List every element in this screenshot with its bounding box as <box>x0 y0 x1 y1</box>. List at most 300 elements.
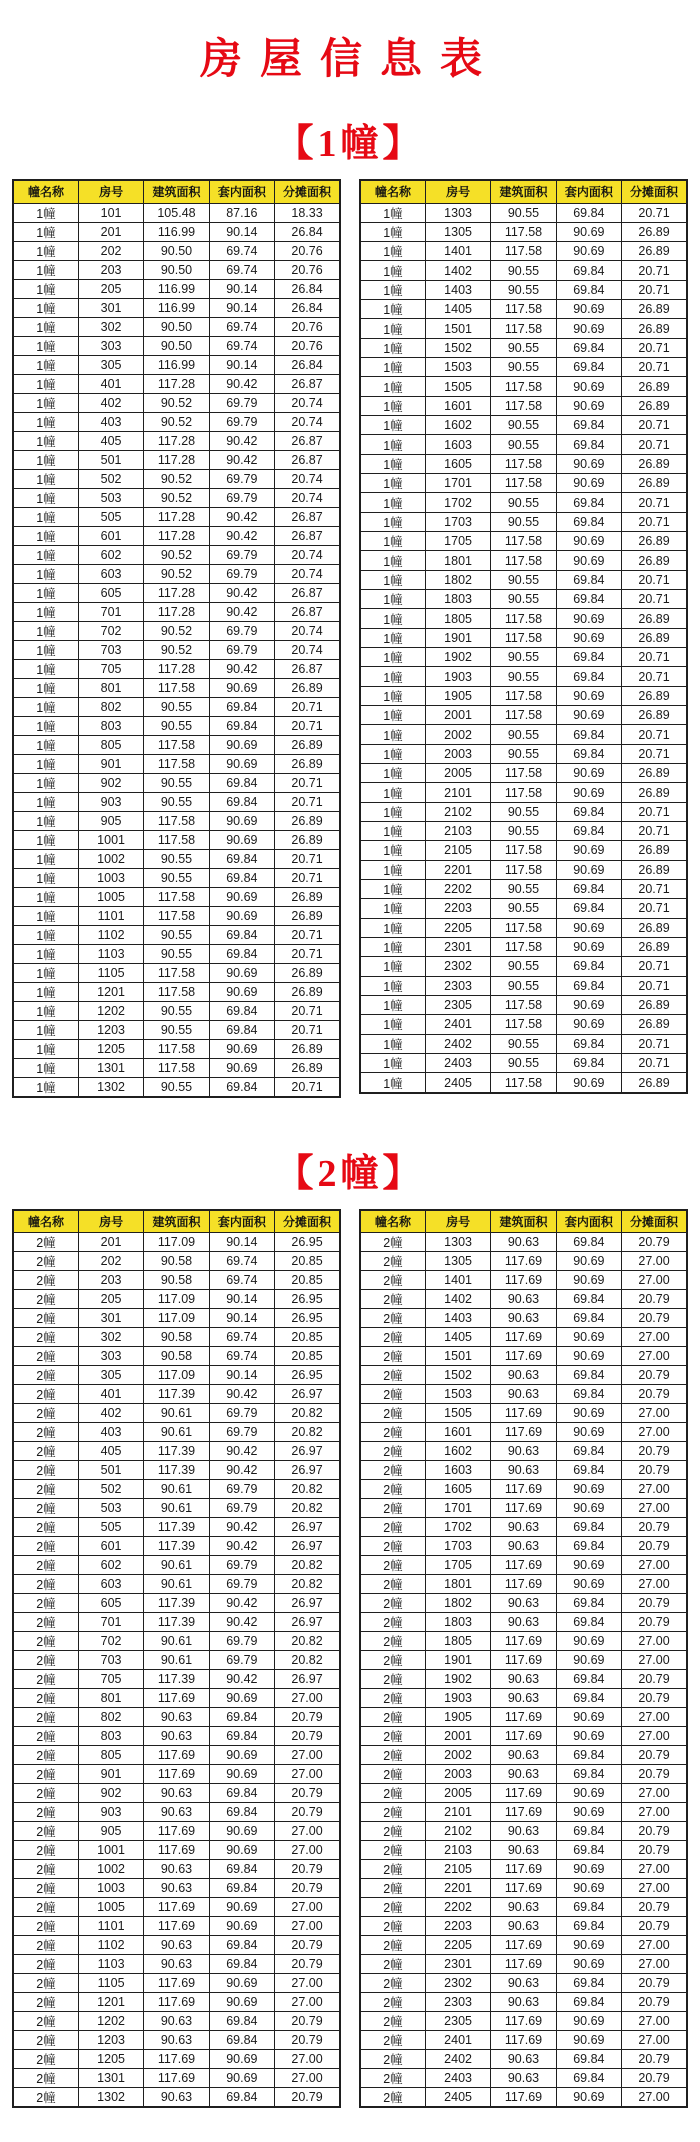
cell: 2幢 <box>13 2050 78 2069</box>
cell: 801 <box>78 1689 143 1708</box>
table-body <box>13 203 340 1097</box>
cell: 69.84 <box>556 1309 621 1328</box>
cell: 405 <box>78 431 143 450</box>
cell: 117.58 <box>144 830 209 849</box>
cell: 2幢 <box>360 1613 425 1632</box>
cell: 20.79 <box>275 1936 340 1955</box>
cell: 1幢 <box>360 976 425 995</box>
cell: 26.84 <box>275 298 340 317</box>
cell: 401 <box>78 374 143 393</box>
cell: 90.58 <box>144 1347 209 1366</box>
table-row <box>13 1233 340 1252</box>
cell: 90.14 <box>209 298 274 317</box>
cell: 27.00 <box>275 1765 340 1784</box>
cell: 117.69 <box>144 1974 209 1993</box>
cell: 2幢 <box>13 1670 78 1689</box>
cell: 117.58 <box>491 319 556 338</box>
cell: 1602 <box>425 1442 490 1461</box>
cell: 2401 <box>425 2031 490 2050</box>
cell: 90.55 <box>491 435 556 454</box>
table-row <box>13 1385 340 1404</box>
cell: 2002 <box>425 1746 490 1765</box>
cell: 69.84 <box>556 957 621 976</box>
table-row <box>13 773 340 792</box>
cell: 90.55 <box>491 1034 556 1053</box>
cell: 90.55 <box>144 925 209 944</box>
cell: 2305 <box>425 2012 490 2031</box>
cell: 1幢 <box>360 628 425 647</box>
cell: 69.84 <box>209 697 274 716</box>
table-row <box>13 1689 340 1708</box>
cell: 90.42 <box>209 1537 274 1556</box>
cell: 1幢 <box>13 887 78 906</box>
cell: 20.71 <box>275 1001 340 1020</box>
cell: 2301 <box>425 937 490 956</box>
cell: 117.69 <box>144 1917 209 1936</box>
cell: 20.71 <box>622 590 687 609</box>
table-row <box>13 1252 340 1271</box>
cell: 90.50 <box>144 336 209 355</box>
cell: 117.58 <box>491 474 556 493</box>
cell: 1幢 <box>13 222 78 241</box>
table-row <box>13 1271 340 1290</box>
cell: 2幢 <box>360 1556 425 1575</box>
cell: 69.84 <box>556 2050 621 2069</box>
cell: 27.00 <box>622 1252 687 1271</box>
cell: 2幢 <box>360 1252 425 1271</box>
cell: 117.58 <box>491 1073 556 1093</box>
cell: 26.89 <box>275 887 340 906</box>
cell: 602 <box>78 545 143 564</box>
table-row <box>13 1632 340 1651</box>
cell: 1幢 <box>13 583 78 602</box>
cell: 90.58 <box>144 1252 209 1271</box>
table-row <box>360 1651 687 1670</box>
table-row <box>13 1020 340 1039</box>
cell: 90.69 <box>556 1727 621 1746</box>
cell: 20.71 <box>275 1077 340 1097</box>
cell: 601 <box>78 1537 143 1556</box>
cell: 2幢 <box>13 1689 78 1708</box>
cell: 90.55 <box>491 802 556 821</box>
cell: 1302 <box>78 1077 143 1097</box>
cell: 90.52 <box>144 393 209 412</box>
cell: 1003 <box>78 1879 143 1898</box>
cell: 2001 <box>425 706 490 725</box>
cell: 1幢 <box>360 338 425 357</box>
cell: 90.69 <box>556 551 621 570</box>
cell: 20.74 <box>275 469 340 488</box>
cell: 1601 <box>425 1423 490 1442</box>
cell: 1302 <box>78 2088 143 2108</box>
cell: 117.58 <box>491 860 556 879</box>
cell: 90.69 <box>556 686 621 705</box>
cell: 505 <box>78 1518 143 1537</box>
table-row <box>13 1480 340 1499</box>
cell: 27.00 <box>622 1651 687 1670</box>
cell: 27.00 <box>622 1803 687 1822</box>
cell: 1幢 <box>360 802 425 821</box>
cell: 202 <box>78 1252 143 1271</box>
cell: 2幢 <box>13 1651 78 1670</box>
cell: 90.69 <box>556 454 621 473</box>
cell: 20.79 <box>275 1727 340 1746</box>
cell: 90.69 <box>556 995 621 1014</box>
table-row <box>360 512 687 531</box>
cell: 1301 <box>78 1058 143 1077</box>
cell: 20.79 <box>275 1784 340 1803</box>
cell: 2幢 <box>13 1442 78 1461</box>
cell: 20.79 <box>275 1955 340 1974</box>
cell: 2幢 <box>360 1461 425 1480</box>
cell: 26.97 <box>275 1594 340 1613</box>
table-row <box>360 1073 687 1093</box>
cell: 1802 <box>425 570 490 589</box>
table-row <box>13 241 340 260</box>
cell: 1102 <box>78 925 143 944</box>
cell: 2幢 <box>13 1860 78 1879</box>
cell: 1505 <box>425 377 490 396</box>
table-row <box>360 1537 687 1556</box>
cell: 20.79 <box>275 1803 340 1822</box>
cell: 26.87 <box>275 602 340 621</box>
cell: 703 <box>78 1651 143 1670</box>
table-row <box>13 1423 340 1442</box>
cell: 1001 <box>78 1841 143 1860</box>
cell: 2401 <box>425 1015 490 1034</box>
column-header: 分摊面积 <box>275 1210 340 1233</box>
cell: 69.84 <box>556 1233 621 1252</box>
cell: 2001 <box>425 1727 490 1746</box>
cell: 90.63 <box>491 2050 556 2069</box>
table-row <box>360 628 687 647</box>
cell: 90.69 <box>556 1651 621 1670</box>
table-row <box>360 1309 687 1328</box>
cell: 20.71 <box>622 976 687 995</box>
cell: 90.69 <box>556 1708 621 1727</box>
table-row <box>13 260 340 279</box>
cell: 90.69 <box>556 706 621 725</box>
cell: 1102 <box>78 1936 143 1955</box>
cell: 117.39 <box>144 1442 209 1461</box>
cell: 20.71 <box>275 1020 340 1039</box>
cell: 2幢 <box>13 2088 78 2108</box>
cell: 90.63 <box>491 1537 556 1556</box>
cell: 69.84 <box>556 1461 621 1480</box>
cell: 90.42 <box>209 1385 274 1404</box>
cell: 69.84 <box>209 1020 274 1039</box>
table-row <box>360 493 687 512</box>
table-row <box>360 1594 687 1613</box>
cell: 1801 <box>425 1575 490 1594</box>
building-1-heading: 【1幢】 <box>275 123 425 165</box>
cell: 803 <box>78 716 143 735</box>
cell: 90.14 <box>209 222 274 241</box>
cell: 90.63 <box>491 1442 556 1461</box>
table-row <box>13 1537 340 1556</box>
cell: 2幢 <box>13 1936 78 1955</box>
cell: 26.97 <box>275 1537 340 1556</box>
cell: 1305 <box>425 1252 490 1271</box>
table-row <box>13 1366 340 1385</box>
cell: 90.63 <box>491 1898 556 1917</box>
cell: 27.00 <box>275 2069 340 2088</box>
cell: 69.84 <box>556 1746 621 1765</box>
cell: 1201 <box>78 1993 143 2012</box>
cell: 20.79 <box>275 1879 340 1898</box>
table-row <box>13 1860 340 1879</box>
cell: 27.00 <box>622 2088 687 2108</box>
table-row <box>13 1594 340 1613</box>
cell: 90.14 <box>209 279 274 298</box>
cell: 90.63 <box>491 1290 556 1309</box>
cell: 1403 <box>425 280 490 299</box>
cell: 69.84 <box>209 868 274 887</box>
cell: 69.84 <box>209 1784 274 1803</box>
cell: 90.14 <box>209 1290 274 1309</box>
cell: 90.69 <box>556 1632 621 1651</box>
cell: 69.84 <box>556 261 621 280</box>
cell: 90.69 <box>209 982 274 1001</box>
cell: 90.69 <box>556 1556 621 1575</box>
cell: 2幢 <box>13 1252 78 1271</box>
cell: 69.84 <box>556 1442 621 1461</box>
cell: 90.69 <box>556 1015 621 1034</box>
cell: 902 <box>78 773 143 792</box>
cell: 702 <box>78 1632 143 1651</box>
cell: 117.09 <box>144 1366 209 1385</box>
cell: 26.95 <box>275 1309 340 1328</box>
table-row <box>360 300 687 319</box>
cell: 2403 <box>425 2069 490 2088</box>
cell: 69.79 <box>209 1480 274 1499</box>
cell: 69.79 <box>209 564 274 583</box>
cell: 1幢 <box>13 260 78 279</box>
cell: 703 <box>78 640 143 659</box>
cell: 90.50 <box>144 260 209 279</box>
table-row <box>360 1480 687 1499</box>
cell: 27.00 <box>622 1784 687 1803</box>
cell: 20.74 <box>275 488 340 507</box>
cell: 69.84 <box>556 2069 621 2088</box>
cell: 90.55 <box>491 280 556 299</box>
cell: 90.69 <box>556 1252 621 1271</box>
cell: 2幢 <box>360 1537 425 1556</box>
table-row <box>13 735 340 754</box>
cell: 117.58 <box>144 811 209 830</box>
cell: 26.89 <box>622 319 687 338</box>
cell: 90.55 <box>491 203 556 222</box>
cell: 26.89 <box>622 1015 687 1034</box>
cell: 1402 <box>425 1290 490 1309</box>
cell: 20.82 <box>275 1499 340 1518</box>
cell: 1幢 <box>13 925 78 944</box>
cell: 26.89 <box>275 735 340 754</box>
cell: 90.63 <box>491 1613 556 1632</box>
cell: 26.89 <box>275 811 340 830</box>
cell: 117.58 <box>491 396 556 415</box>
cell: 605 <box>78 583 143 602</box>
cell: 2幢 <box>360 1993 425 2012</box>
cell: 90.61 <box>144 1480 209 1499</box>
table-row <box>360 261 687 280</box>
cell: 2幢 <box>13 1993 78 2012</box>
cell: 117.69 <box>491 1423 556 1442</box>
cell: 2205 <box>425 1936 490 1955</box>
cell: 1幢 <box>360 435 425 454</box>
table-row <box>360 1556 687 1575</box>
table-row <box>13 1058 340 1077</box>
cell: 90.69 <box>556 918 621 937</box>
cell: 117.28 <box>144 374 209 393</box>
cell: 2幢 <box>13 1746 78 1765</box>
cell: 2幢 <box>360 1746 425 1765</box>
cell: 20.79 <box>622 1898 687 1917</box>
cell: 1503 <box>425 358 490 377</box>
cell: 802 <box>78 697 143 716</box>
cell: 90.63 <box>491 1917 556 1936</box>
building-1-table-left <box>12 179 341 1098</box>
cell: 117.58 <box>144 982 209 1001</box>
cell: 117.69 <box>491 1955 556 1974</box>
cell: 69.79 <box>209 1651 274 1670</box>
cell: 69.74 <box>209 317 274 336</box>
cell: 27.00 <box>622 1499 687 1518</box>
cell: 90.69 <box>556 319 621 338</box>
table-row <box>13 1670 340 1689</box>
cell: 20.79 <box>622 2069 687 2088</box>
cell: 2幢 <box>360 1347 425 1366</box>
cell: 117.58 <box>491 995 556 1014</box>
cell: 90.55 <box>491 570 556 589</box>
cell: 2302 <box>425 957 490 976</box>
cell: 201 <box>78 1233 143 1252</box>
cell: 2幢 <box>13 1708 78 1727</box>
cell: 2幢 <box>13 1518 78 1537</box>
cell: 90.69 <box>209 1841 274 1860</box>
table-row <box>13 298 340 317</box>
table-row <box>13 1077 340 1097</box>
cell: 2幢 <box>13 1499 78 1518</box>
cell: 90.55 <box>491 261 556 280</box>
cell: 1幢 <box>13 773 78 792</box>
cell: 90.69 <box>556 1860 621 1879</box>
column-header: 套内面积 <box>209 180 274 203</box>
cell: 2幢 <box>360 1518 425 1537</box>
cell: 116.99 <box>144 298 209 317</box>
cell: 2005 <box>425 764 490 783</box>
cell: 69.84 <box>556 802 621 821</box>
cell: 27.00 <box>622 1556 687 1575</box>
table-row <box>13 2012 340 2031</box>
section-building-1 <box>0 112 700 1098</box>
cell: 117.28 <box>144 659 209 678</box>
table-row <box>13 1746 340 1765</box>
table-row <box>360 242 687 261</box>
cell: 90.63 <box>491 1670 556 1689</box>
cell: 2幢 <box>13 1841 78 1860</box>
cell: 69.74 <box>209 241 274 260</box>
cell: 2幢 <box>13 1765 78 1784</box>
cell: 405 <box>78 1442 143 1461</box>
cell: 2202 <box>425 1898 490 1917</box>
cell: 2幢 <box>360 2069 425 2088</box>
cell: 90.61 <box>144 1404 209 1423</box>
cell: 69.84 <box>556 358 621 377</box>
table-row <box>360 1347 687 1366</box>
cell: 1905 <box>425 686 490 705</box>
cell: 1202 <box>78 1001 143 1020</box>
cell: 26.97 <box>275 1385 340 1404</box>
cell: 2幢 <box>360 1803 425 1822</box>
cell: 27.00 <box>622 1404 687 1423</box>
cell: 1幢 <box>360 377 425 396</box>
cell: 69.84 <box>209 792 274 811</box>
cell: 26.89 <box>622 628 687 647</box>
cell: 90.63 <box>491 1366 556 1385</box>
cell: 69.84 <box>556 1053 621 1072</box>
cell: 20.79 <box>622 1594 687 1613</box>
cell: 26.89 <box>622 222 687 241</box>
header-row <box>360 1210 687 1233</box>
cell: 90.55 <box>491 416 556 435</box>
cell: 805 <box>78 735 143 754</box>
cell: 90.63 <box>144 2031 209 2050</box>
cell: 1602 <box>425 416 490 435</box>
cell: 117.58 <box>144 735 209 754</box>
cell: 203 <box>78 260 143 279</box>
table-row <box>360 1993 687 2012</box>
cell: 1805 <box>425 1632 490 1651</box>
table-row <box>360 1670 687 1689</box>
cell: 90.55 <box>491 667 556 686</box>
cell: 2幢 <box>13 1366 78 1385</box>
cell: 90.69 <box>556 1879 621 1898</box>
cell: 90.69 <box>556 2031 621 2050</box>
cell: 20.79 <box>622 1670 687 1689</box>
cell: 1幢 <box>360 648 425 667</box>
cell: 1205 <box>78 2050 143 2069</box>
cell: 20.79 <box>622 1461 687 1480</box>
cell: 26.89 <box>622 300 687 319</box>
cell: 20.79 <box>622 1309 687 1328</box>
cell: 26.89 <box>275 1058 340 1077</box>
table-row <box>13 1822 340 1841</box>
cell: 202 <box>78 241 143 260</box>
cell: 117.69 <box>491 1803 556 1822</box>
cell: 117.39 <box>144 1613 209 1632</box>
cell: 26.95 <box>275 1366 340 1385</box>
cell: 117.58 <box>144 1039 209 1058</box>
cell: 1幢 <box>360 1073 425 1093</box>
cell: 69.74 <box>209 1252 274 1271</box>
table-row <box>13 1290 340 1309</box>
cell: 20.71 <box>622 570 687 589</box>
table-row <box>13 1974 340 1993</box>
cell: 69.84 <box>556 435 621 454</box>
cell: 20.71 <box>622 1034 687 1053</box>
cell: 117.58 <box>491 1015 556 1034</box>
cell: 2幢 <box>360 1404 425 1423</box>
table-row <box>360 1461 687 1480</box>
cell: 117.69 <box>491 1404 556 1423</box>
cell: 20.71 <box>622 203 687 222</box>
cell: 90.63 <box>491 1746 556 1765</box>
cell: 69.84 <box>556 493 621 512</box>
cell: 1603 <box>425 1461 490 1480</box>
cell: 26.87 <box>275 431 340 450</box>
column-header: 房号 <box>425 180 490 203</box>
